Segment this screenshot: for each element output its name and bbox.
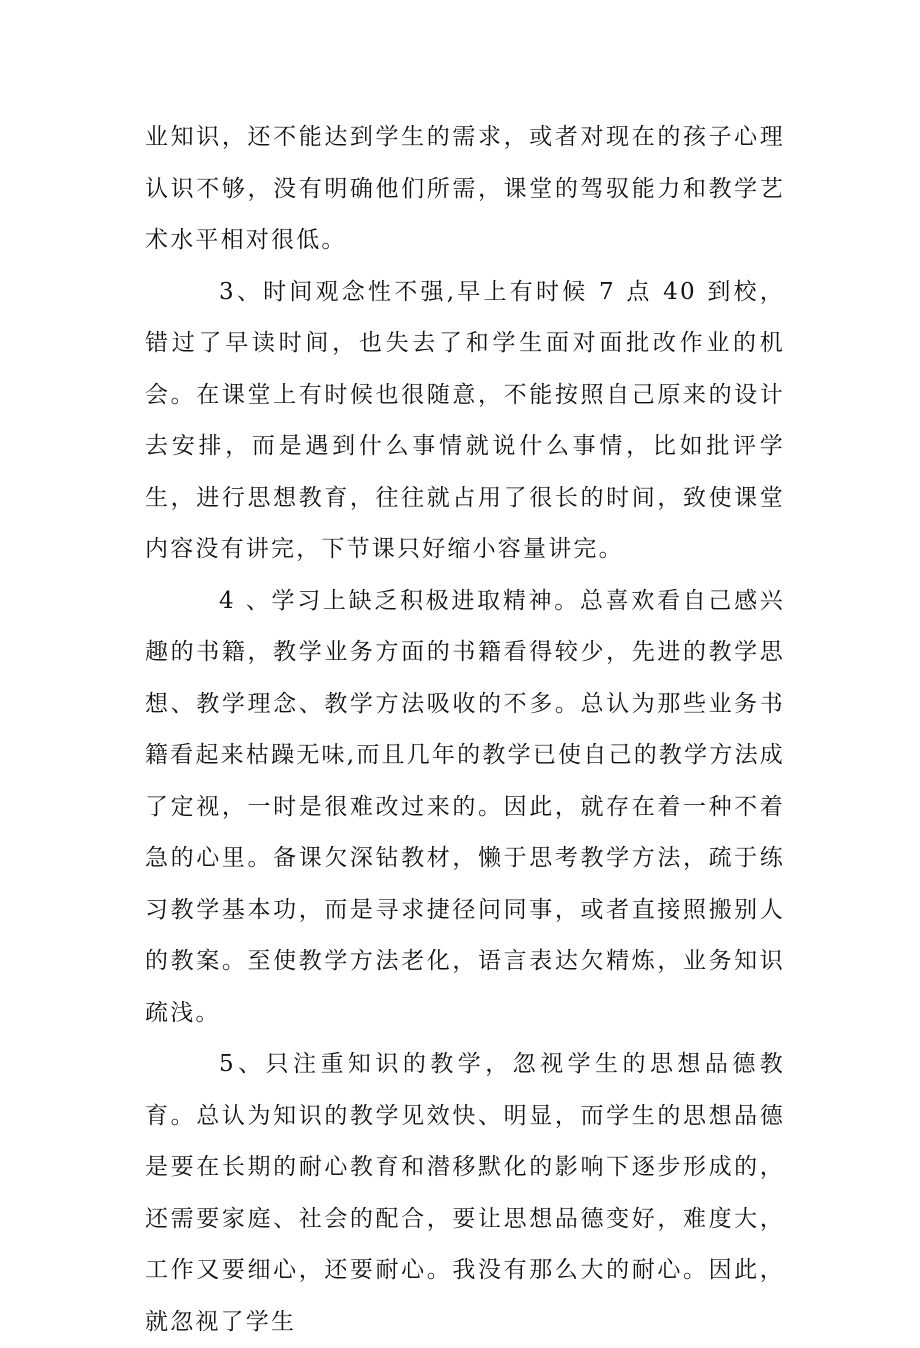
paragraph-point-3: 3、时间观念性不强,早上有时候 7 点 40 到校，错过了早读时间，也失去了和学生面对面批改作业的机会。在课堂上有时候也很随意，不能按照自己原来的设计去安排，而是遇到什么事情就说什么事情，比如批评学生，进行思想教育，往往就占用了很长的时间，致使课堂内容没有讲完，下节课只好缩小容量讲完。 [145, 278, 785, 562]
paragraph-point-4: 4 、学习上缺乏积极进取精神。总喜欢看自己感兴趣的书籍，教学业务方面的书籍看得较少，先进的教学思想、教学理念、教学方法吸收的不多。总认为那些业务书籍看起来枯躁无味,而且几年的教学已使自己的教学方法成了定视，一时是很难改过来的。因此，就存在着一种不着急的心里。备课欠深钻教材，懒于思考教学方法，疏于练习教学基本功，而是寻求捷径问同事，或者直接照搬别人的教案。至使教学方法老化，语言表达欠精炼，业务知识疏浅。 [145, 587, 785, 1026]
document-body [145, 112, 785, 1348]
paragraph-continuation: 业知识，还不能达到学生的需求，或者对现在的孩子心理认识不够，没有明确他们所需，课堂的驾驭能力和教学艺术水平相对很低。 [145, 124, 785, 253]
paragraph-point-5: 5、只注重知识的教学，忽视学生的思想品德教育。总认为知识的教学见效快、明显，而学生的思想品德是要在长期的耐心教育和潜移默化的影响下逐步形成的，还需要家庭、社会的配合，要让思想品德变好，难度大，工作又要细心，还要耐心。我没有那么大的耐心。因此，就忽视了学生 [145, 1051, 785, 1335]
